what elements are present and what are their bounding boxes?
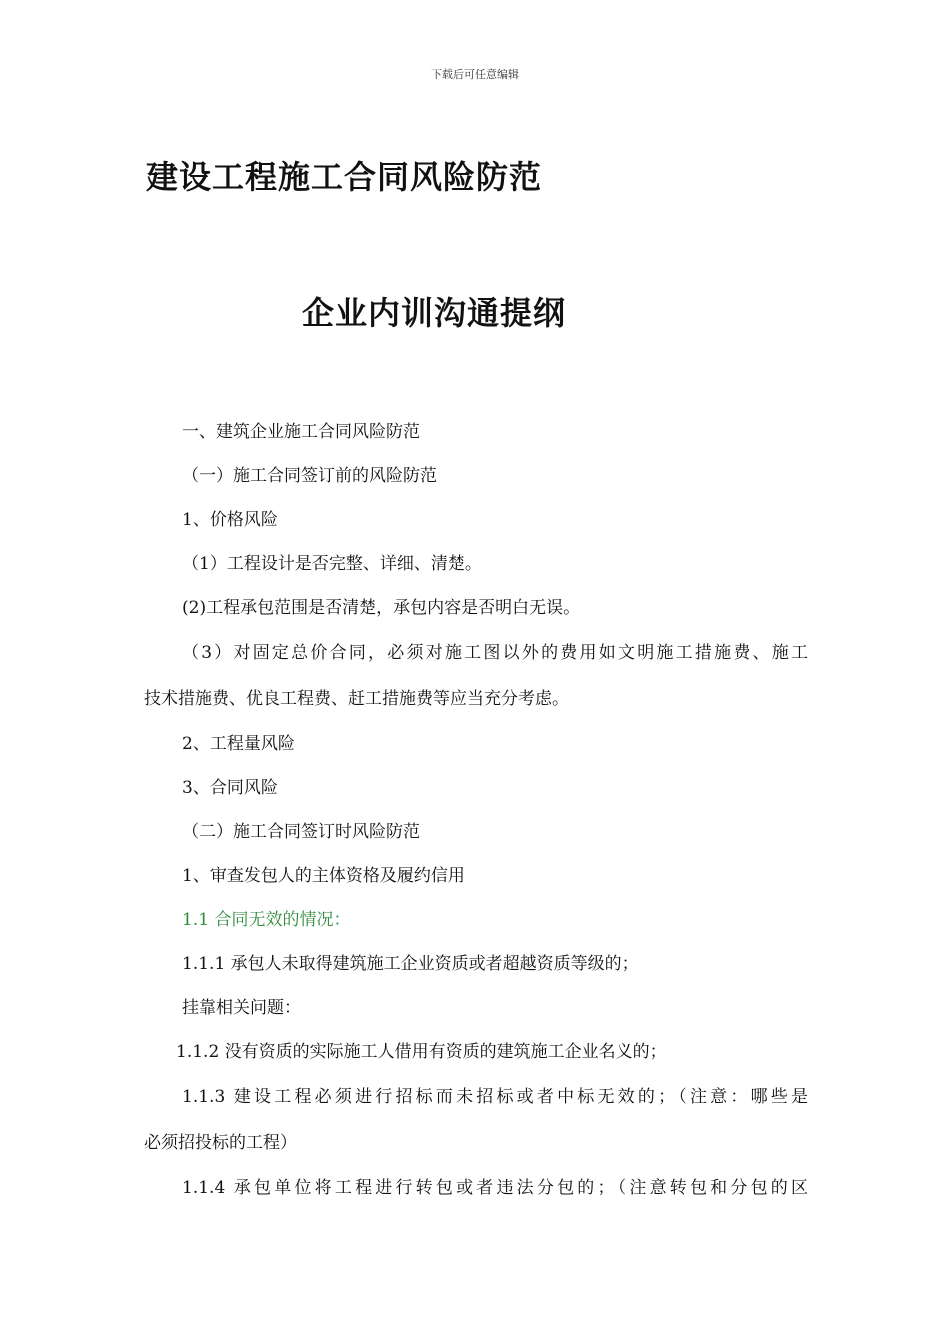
item-1-1-3-line2: 必须招投标的工程） <box>144 1133 297 1153</box>
item-invalid-contract-heading: 1.1 合同无效的情况： <box>182 910 351 930</box>
item-1-1-1: 1.1.1 承包人未取得建筑施工企业资质或者超越资质等级的； <box>182 954 639 974</box>
item-fixed-price-line1: （3）对固定总价合同，必须对施工图以外的费用如文明施工措施费、施工 <box>182 643 808 663</box>
document-body <box>144 410 808 1210</box>
subsection-heading-1: （一）施工合同签订前的风险防范 <box>182 466 437 486</box>
document-title: 建设工程施工合同风险防范 <box>146 158 543 196</box>
subsection-heading-2: （二）施工合同签订时风险防范 <box>182 822 420 842</box>
item-1-1-4: 1.1.4 承包单位将工程进行转包或者违法分包的；（注意转包和分包的区 <box>182 1178 808 1198</box>
section-heading-1: 一、建筑企业施工合同风险防范 <box>182 422 420 442</box>
item-design-complete: （1）工程设计是否完整、详细、清楚。 <box>182 554 482 574</box>
item-review-employer: 1、审查发包人的主体资格及履约信用 <box>182 866 465 886</box>
item-price-risk: 1、价格风险 <box>182 510 278 530</box>
document-subtitle: 企业内训沟通提纲 <box>302 294 567 332</box>
item-1-1-2: 1.1.2 没有资质的实际施工人借用有资质的建筑施工企业名义的； <box>176 1042 667 1062</box>
item-fixed-price-line2: 技术措施费、优良工程费、赶工措施费等应当充分考虑。 <box>144 689 569 709</box>
item-affiliation-issues: 挂靠相关问题： <box>182 998 301 1018</box>
header-note: 下载后可任意编辑 <box>431 68 519 81</box>
item-1-1-3-line1: 1.1.3 建设工程必须进行招标而未招标或者中标无效的；（注意：哪些是 <box>182 1087 808 1107</box>
item-quantity-risk: 2、工程量风险 <box>182 734 295 754</box>
item-contract-risk: 3、合同风险 <box>182 778 278 798</box>
item-scope-clear: (2)工程承包范围是否清楚，承包内容是否明白无误。 <box>182 598 581 618</box>
